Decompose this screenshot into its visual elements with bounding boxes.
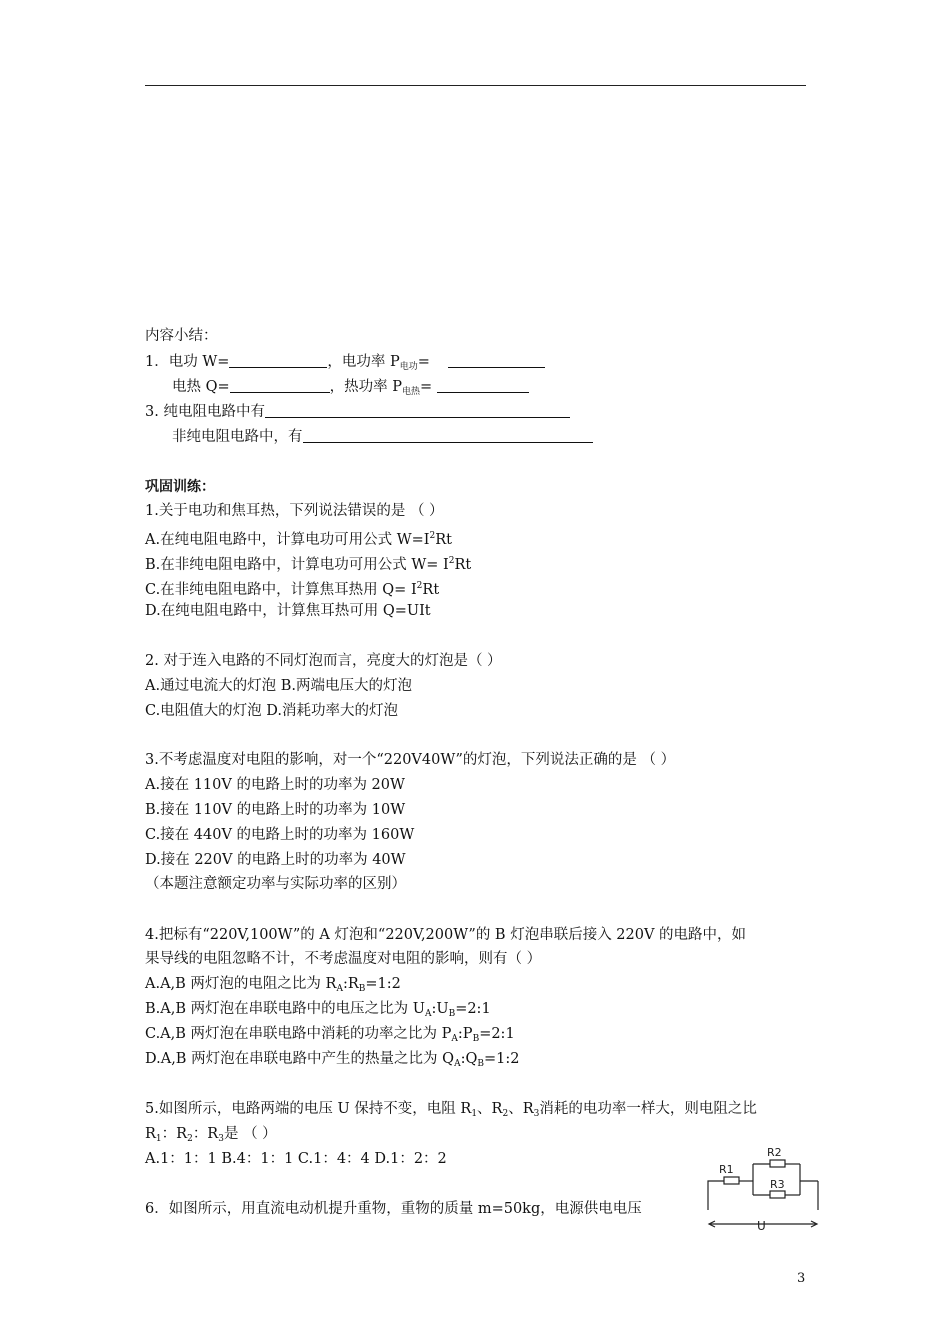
- q1-option-d: D.在纯电阻电路中，计算焦耳热可用 Q=UIt: [145, 603, 431, 619]
- q3-option-a: A.接在 110V 的电路上时的功率为 20W: [145, 777, 405, 793]
- practice-heading: 巩固训练：: [145, 479, 215, 495]
- q1-option-b: B.在非纯电阻电路中，计算电功可用公式 $W= I^2Rt$: [145, 556, 472, 573]
- blank-field: [448, 353, 545, 368]
- q3-stem: 3.不考虑温度对电阻的影响，对一个“220V40W”的灯泡，下列说法正确的是 （ ）: [145, 752, 676, 768]
- resistor-r2: [770, 1160, 785, 1167]
- q2-options-ab: A.通过电流大的灯泡 B.两端电压大的灯泡: [145, 678, 412, 694]
- page-number: 3: [797, 1271, 806, 1286]
- circuit-diagram: [700, 1140, 830, 1235]
- q4-option-d: D.A,B 两灯泡在串联电路中产生的热量之比为 $Q_A:Q_B=1:2$: [145, 1051, 520, 1069]
- summary-line-1: 1．电功 W= ，电功率 $P_{电功}=$: [145, 352, 545, 377]
- q3-option-d: D.接在 220V 的电路上时的功率为 40W: [145, 852, 406, 868]
- q5-options: A.1：1：1 B.4：1：1 C.1：4：4 D.1：2：2: [145, 1151, 447, 1167]
- blank-field: [303, 428, 593, 443]
- q4-stem-line-2: 果导线的电阻忽略不计，不考虑温度对电阻的影响，则有（ ）: [145, 951, 542, 967]
- q4-stem-line-1: 4.把标有“220V,100W”的 A 灯泡和“220V,200W”的 B 灯泡串联后接入 220V 的电路中，如: [145, 927, 747, 943]
- q1-stem: 1.关于电功和焦耳热，下列说法错误的是 （ ）: [145, 503, 444, 519]
- q3-note: （本题注意额定功率与实际功率的区别）: [145, 876, 406, 892]
- q4-option-c: C.A,B 两灯泡在串联电路中消耗的功率之比为 $P_A:P_B=2:1$: [145, 1026, 515, 1044]
- resistor-r3: [770, 1191, 785, 1198]
- resistor-r1: [724, 1177, 739, 1184]
- q3-option-b: B.接在 110V 的电路上时的功率为 10W: [145, 802, 406, 818]
- header-rule: [145, 85, 806, 86]
- q4-option-b: B.A,B 两灯泡在串联电路中的电压之比为 $U_A:U_B=2:1$: [145, 1001, 491, 1019]
- label-r2: R2: [767, 1146, 782, 1159]
- label-u: U: [757, 1219, 766, 1233]
- blank-field: [265, 403, 570, 418]
- q5-stem-line-1: 5.如图所示，电路两端的电压 U 保持不变，电阻 $R_1$、$R_2$、$R_3$消耗的电功率一样大，则电阻之比: [145, 1101, 757, 1119]
- q3-option-c: C.接在 440V 的电路上时的功率为 160W: [145, 827, 415, 843]
- summary-line-4: 非纯电阻电路中，有: [172, 427, 593, 447]
- label-r3: R3: [770, 1178, 785, 1191]
- q2-options-cd: C.电阻值大的灯泡 D.消耗功率大的灯泡: [145, 703, 399, 719]
- summary-line-2: 电热 Q= ，热功率 $P_{电热}=$: [172, 377, 529, 402]
- q2-stem: 2. 对于连入电路的不同灯泡而言，亮度大的灯泡是（ ）: [145, 653, 502, 669]
- q6-stem: 6．如图所示，用直流电动机提升重物，重物的质量 m=50kg，电源供电电压: [145, 1201, 642, 1217]
- q5-stem-line-2: $R_1$：$R_2$：$R_3$是 （ ）: [145, 1126, 277, 1144]
- blank-field: [437, 378, 529, 393]
- summary-heading: 内容小结：: [145, 328, 218, 344]
- label-r1: R1: [719, 1163, 734, 1176]
- summary-line-3: 3. 纯电阻电路中有: [145, 402, 570, 422]
- q4-option-a: A.A,B 两灯泡的电阻之比为 $R_A:R_B=1:2$: [145, 976, 401, 994]
- blank-field: [229, 353, 327, 368]
- blank-field: [230, 378, 330, 393]
- q1-option-c: C.在非纯电阻电路中，计算焦耳热用 $Q= I^2Rt$: [145, 581, 440, 598]
- q1-option-a: A.在纯电阻电路中，计算电功可用公式 $W=I^2Rt$: [145, 531, 452, 548]
